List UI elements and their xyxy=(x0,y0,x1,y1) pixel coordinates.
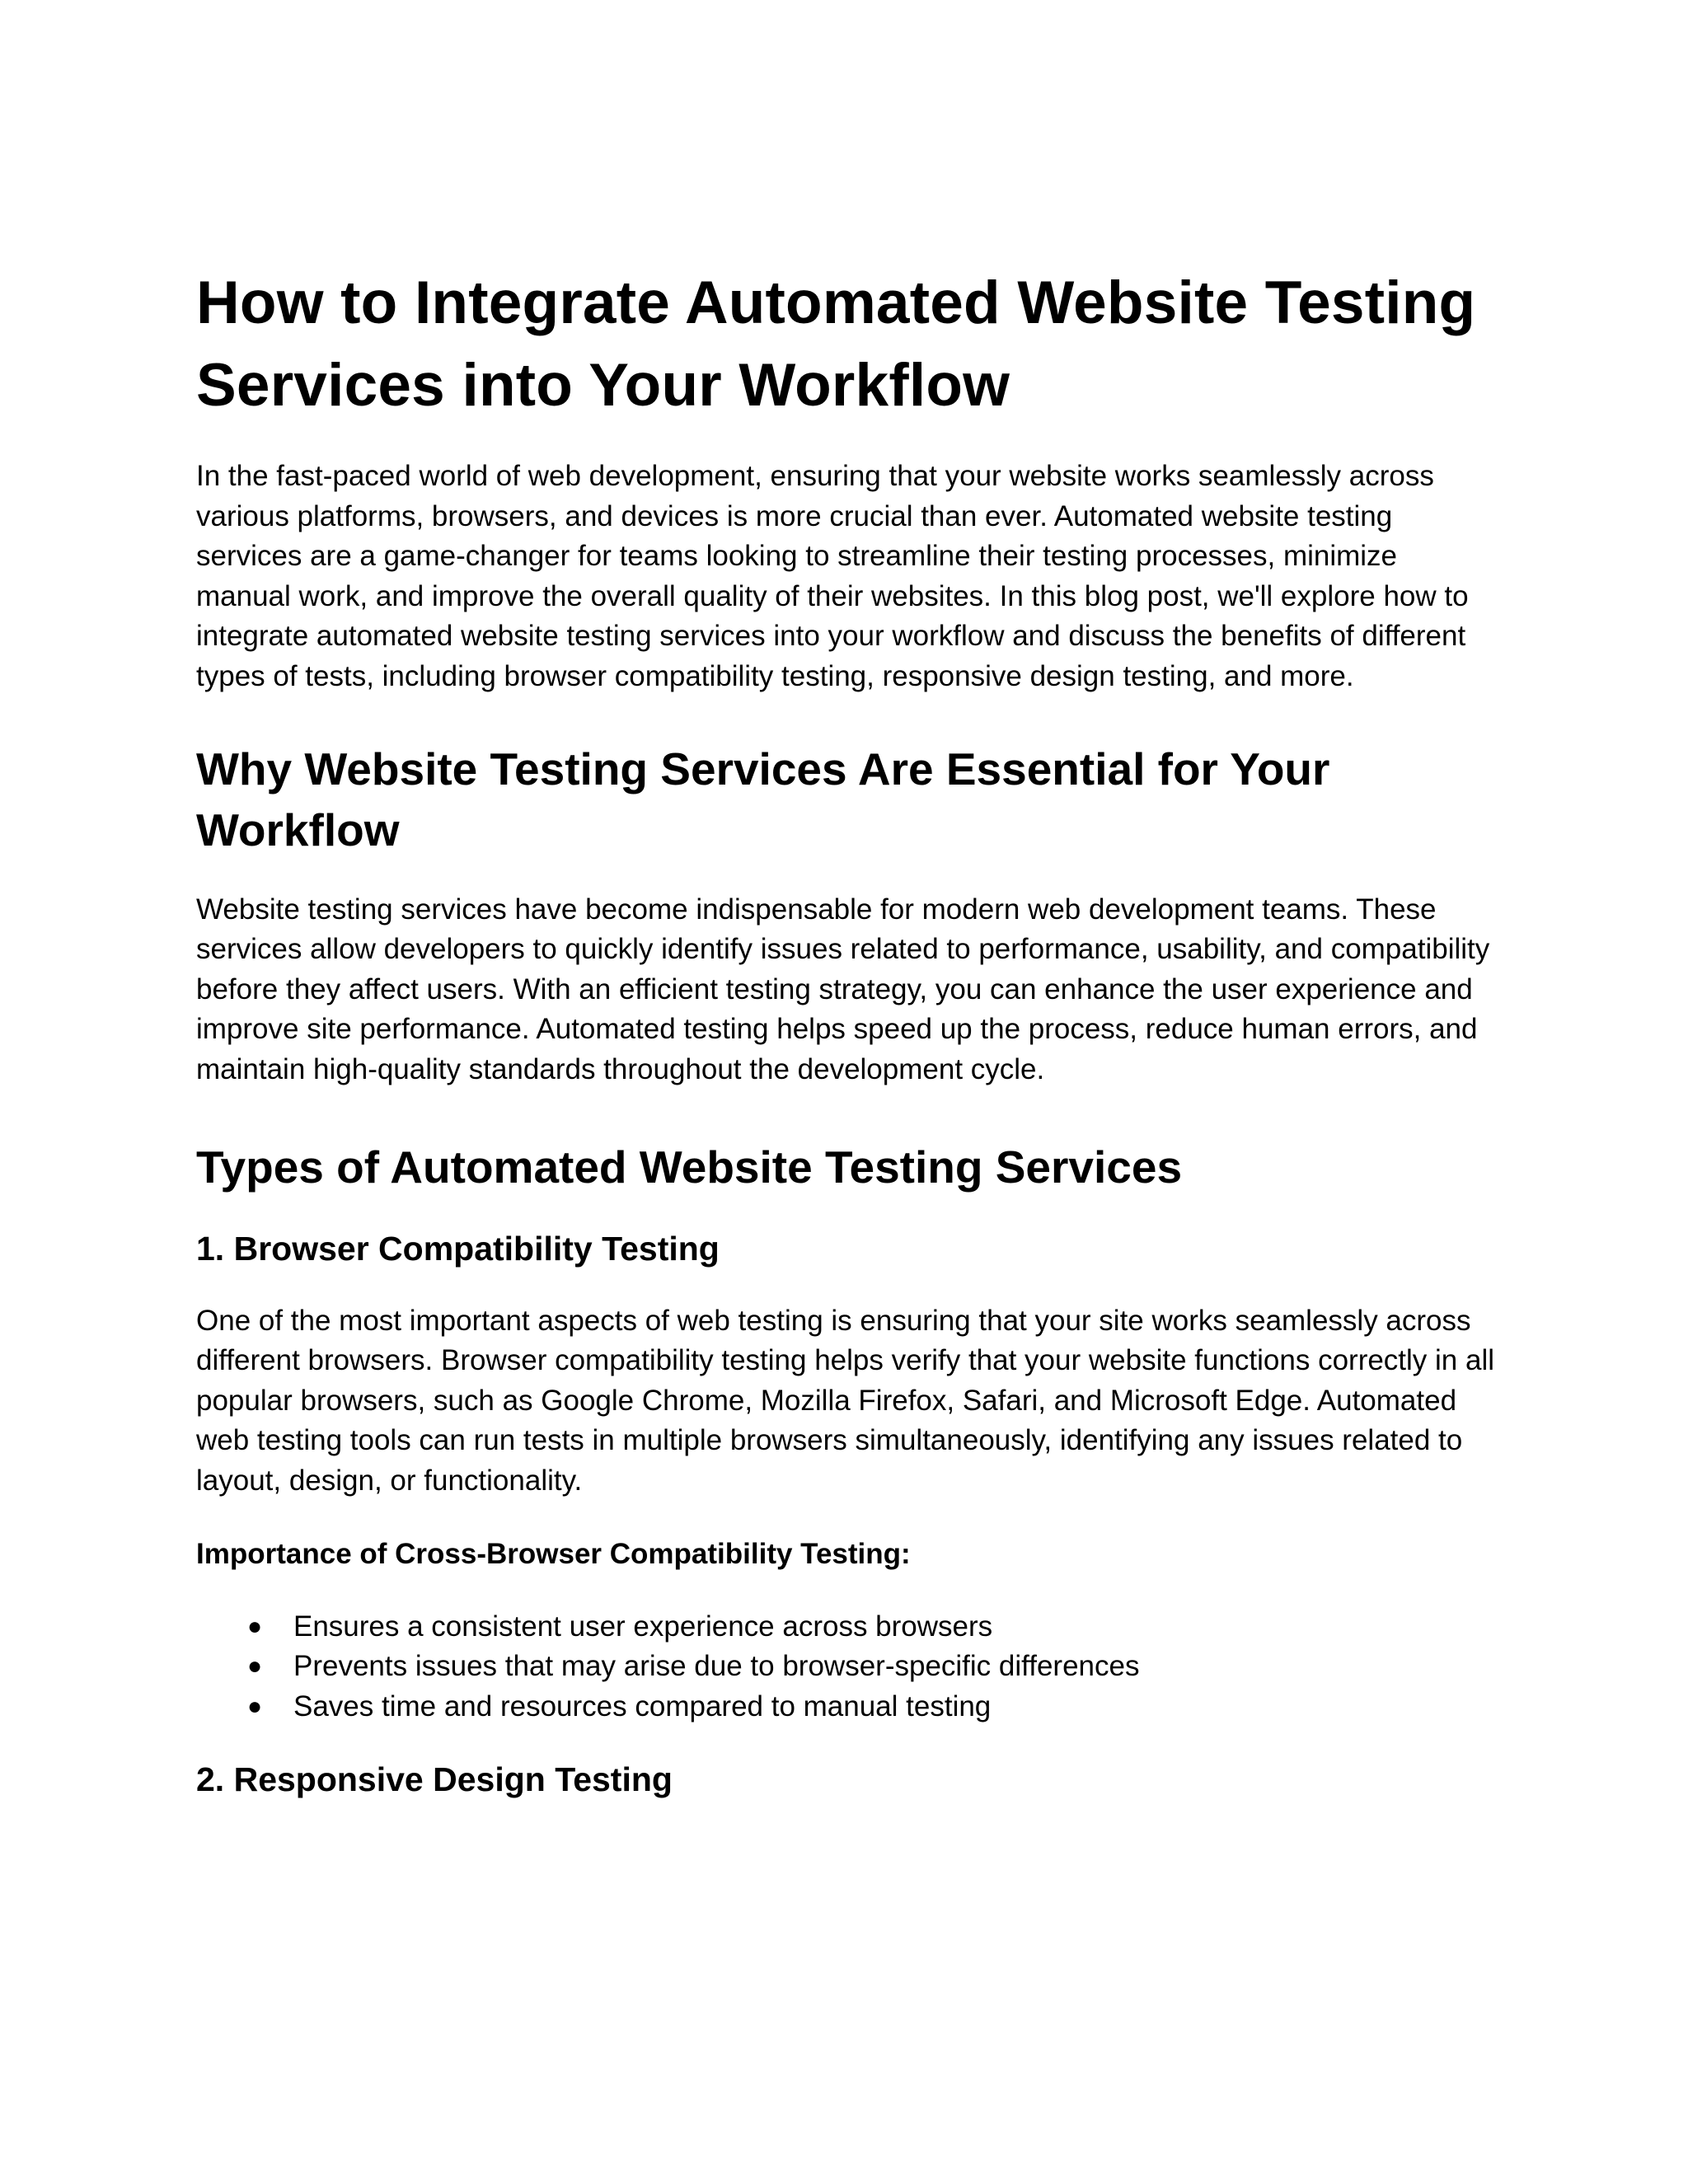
list-item-text: Ensures a consistent user experience across browsers xyxy=(293,1610,993,1643)
list-item xyxy=(196,1647,1498,1687)
section-heading-why: Why Website Testing Services Are Essential for Your Workflow xyxy=(196,743,1330,855)
subheading-browser-compatibility: 1. Browser Compatibility Testing xyxy=(196,1229,720,1268)
article-title: How to Integrate Automated Website Testing Services into Your Workflow xyxy=(196,269,1476,419)
article-body xyxy=(196,262,1498,1801)
browser-compatibility-paragraph: One of the most important aspects of web testing is ensuring that your site works seamlessly across different browsers. Browser compatibility testing helps verify that your website functions correctly in all popular browsers, such as Google Chrome, Mozilla Firefox, Safari, and Microsoft Edge. Automated web testing tools can run tests in multiple browsers simultaneously, identifying any issues related to layout, design, or functionality. xyxy=(196,1304,1495,1497)
bullet-icon: ● xyxy=(247,1652,263,1680)
importance-label: Importance of Cross-Browser Compatibility Testing: xyxy=(196,1537,911,1570)
list-item xyxy=(196,1687,1498,1727)
bullet-icon: ● xyxy=(247,1612,263,1640)
list-item-text: Prevents issues that may arise due to browser-specific differences xyxy=(293,1650,1140,1683)
why-paragraph: Website testing services have become indispensable for modern web development teams. These services allow developers to quickly identify issues related to performance, usability, and compatibility before they affect users. With an efficient testing strategy, you can enhance the user experience and improve site performance. Automated testing helps speed up the process, reduce human errors, and maintain high-quality standards throughout the development cycle. xyxy=(196,893,1490,1085)
intro-paragraph: In the fast-paced world of web development, ensuring that your website works seamlessly across various platforms, browsers, and devices is more crucial than ever. Automated website testing services are a game-changer for teams looking to streamline their testing processes, minimize manual work, and improve the overall quality of their websites. In this blog post, we'll explore how to integrate automated website testing services into your workflow and discuss the benefits of different types of tests, including browser compatibility testing, responsive design testing, and more. xyxy=(196,460,1469,692)
list-item xyxy=(196,1607,1498,1647)
importance-list xyxy=(196,1607,1498,1727)
subheading-responsive-design: 2. Responsive Design Testing xyxy=(196,1760,673,1799)
list-item-text: Saves time and resources compared to manual testing xyxy=(293,1690,992,1722)
section-heading-types: Types of Automated Website Testing Services xyxy=(196,1141,1183,1193)
bullet-icon: ● xyxy=(247,1692,263,1720)
